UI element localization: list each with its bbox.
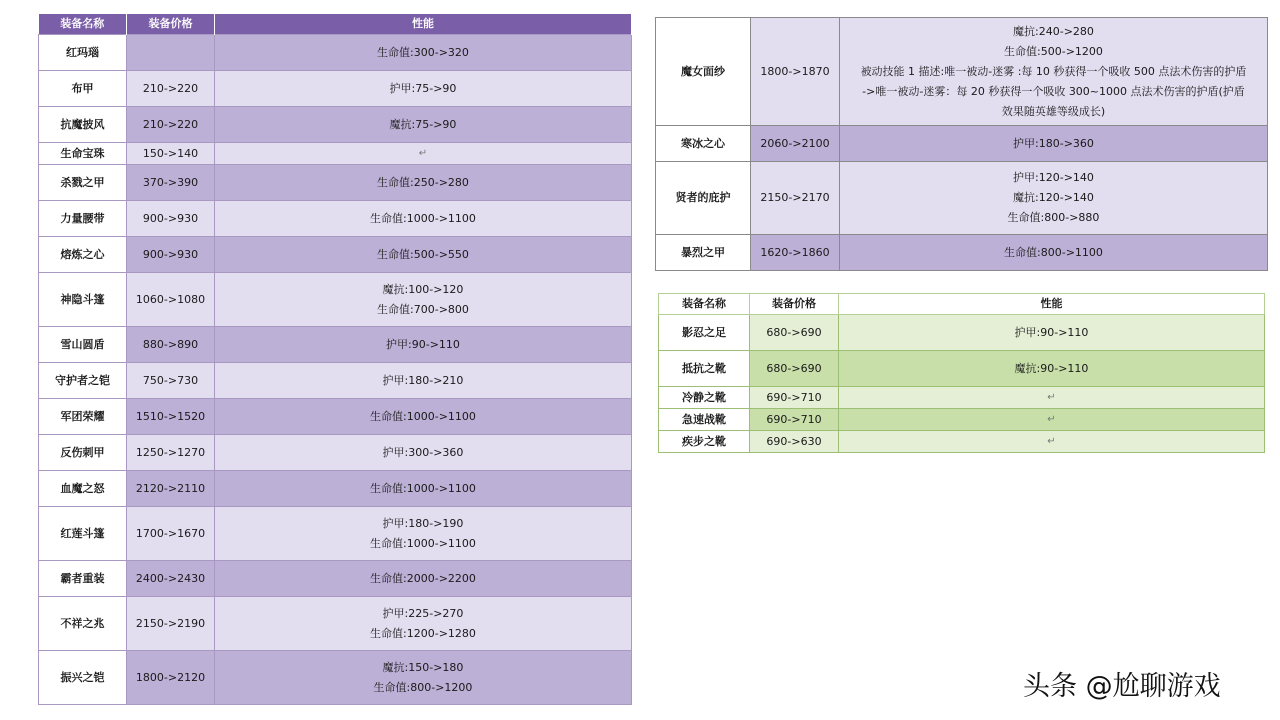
equipment-price: 1700->1670 xyxy=(127,507,215,561)
table-row xyxy=(39,507,632,561)
table-row xyxy=(39,651,632,705)
equipment-performance xyxy=(215,107,632,143)
equipment-name: 不祥之兆 xyxy=(39,597,127,651)
table-row xyxy=(656,18,1268,126)
equipment-name: 寒冰之心 xyxy=(656,126,751,162)
table-header-row xyxy=(659,294,1265,315)
table-row xyxy=(656,162,1268,235)
equipment-price: 1620->1860 xyxy=(751,235,840,271)
header-price: 装备价格 xyxy=(127,14,215,35)
equipment-price: 900->930 xyxy=(127,237,215,273)
performance-line: 生命值:800->1200 xyxy=(373,680,473,694)
equipment-performance xyxy=(215,237,632,273)
equipment-name: 抗魔披风 xyxy=(39,107,127,143)
table-row xyxy=(39,327,632,363)
performance-line: 生命值:1000->1100 xyxy=(370,481,476,495)
table-row xyxy=(39,435,632,471)
equipment-price: 680->690 xyxy=(750,315,839,351)
table-row xyxy=(659,351,1265,387)
equipment-price: 370->390 xyxy=(127,165,215,201)
right-equipment-table xyxy=(655,17,1268,271)
equipment-performance xyxy=(215,561,632,597)
equipment-price: 880->890 xyxy=(127,327,215,363)
performance-line: 生命值:800->880 xyxy=(1007,211,1100,224)
performance-line: 生命值:1200->1280 xyxy=(370,626,476,640)
performance-line: 生命值:1000->1100 xyxy=(370,409,476,423)
equipment-name: 红玛瑙 xyxy=(39,35,127,71)
equipment-performance xyxy=(215,507,632,561)
table-row xyxy=(39,107,632,143)
equipment-price: 1510->1520 xyxy=(127,399,215,435)
equipment-performance xyxy=(215,273,632,327)
performance-line: 魔抗:75->90 xyxy=(389,117,457,131)
equipment-name: 急速战靴 xyxy=(659,409,750,431)
equipment-price: 2120->2110 xyxy=(127,471,215,507)
equipment-price: 750->730 xyxy=(127,363,215,399)
table-row xyxy=(39,143,632,165)
equipment-performance xyxy=(215,471,632,507)
equipment-name: 生命宝珠 xyxy=(39,143,127,165)
equipment-price: 1060->1080 xyxy=(127,273,215,327)
performance-line: 魔抗:100->120 xyxy=(382,282,464,296)
performance-line: 魔抗:240->280 xyxy=(1013,24,1094,38)
performance-line: ->唯一被动-迷雾：每 20 秒获得一个吸收 300~1000 点法术伤害的护盾(护盾 xyxy=(862,84,1245,98)
equipment-performance xyxy=(839,351,1265,387)
equipment-performance xyxy=(840,126,1268,162)
equipment-performance xyxy=(215,35,632,71)
performance-line: 魔抗:120->140 xyxy=(1013,191,1094,204)
table-row xyxy=(39,363,632,399)
performance-line: 护甲:90->110 xyxy=(386,337,460,351)
table-row xyxy=(39,399,632,435)
watermark: 头条 @尬聊游戏 xyxy=(1023,671,1221,702)
equipment-name: 影忍之足 xyxy=(659,315,750,351)
equipment-price: 2150->2190 xyxy=(127,597,215,651)
equipment-name: 振兴之铠 xyxy=(39,651,127,705)
equipment-price: 690->710 xyxy=(750,387,839,409)
table-row xyxy=(39,237,632,273)
equipment-name: 魔女面纱 xyxy=(656,18,751,126)
equipment-name: 力量腰带 xyxy=(39,201,127,237)
equipment-price: 2400->2430 xyxy=(127,561,215,597)
empty-cell-mark: ↵ xyxy=(1047,414,1056,425)
performance-line: 魔抗:150->180 xyxy=(382,660,464,674)
equipment-price: 150->140 xyxy=(127,143,215,165)
performance-line: 生命值:1000->1100 xyxy=(370,536,476,550)
performance-line: 护甲:75->90 xyxy=(389,81,457,95)
equipment-name: 霸者重装 xyxy=(39,561,127,597)
table-row xyxy=(39,201,632,237)
equipment-name: 守护者之铠 xyxy=(39,363,127,399)
equipment-name: 红莲斗篷 xyxy=(39,507,127,561)
equipment-name: 反伤刺甲 xyxy=(39,435,127,471)
header-performance: 性能 xyxy=(215,14,632,35)
equipment-price xyxy=(127,35,215,71)
equipment-performance xyxy=(840,162,1268,235)
performance-line: 护甲:120->140 xyxy=(1013,171,1094,184)
equipment-performance xyxy=(839,387,1265,409)
header-name: 装备名称 xyxy=(39,14,127,35)
equipment-performance xyxy=(215,435,632,471)
performance-line: 护甲:180->190 xyxy=(382,516,464,530)
equipment-performance xyxy=(839,431,1265,453)
table-row xyxy=(659,387,1265,409)
header-name: 装备名称 xyxy=(659,294,750,315)
table-row xyxy=(659,315,1265,351)
header-performance: 性能 xyxy=(839,294,1265,315)
table-row xyxy=(39,165,632,201)
performance-line: 生命值:2000->2200 xyxy=(370,571,476,585)
performance-line: 生命值:500->1200 xyxy=(1004,44,1103,58)
table-row xyxy=(39,71,632,107)
equipment-price: 210->220 xyxy=(127,71,215,107)
performance-line: 生命值:700->800 xyxy=(377,302,469,316)
equipment-name: 神隐斗篷 xyxy=(39,273,127,327)
equipment-performance xyxy=(840,18,1268,126)
equipment-performance xyxy=(215,399,632,435)
table-row xyxy=(39,471,632,507)
empty-cell-mark: ↵ xyxy=(418,148,428,159)
table-row xyxy=(659,431,1265,453)
equipment-name: 冷静之靴 xyxy=(659,387,750,409)
equipment-performance xyxy=(839,409,1265,431)
equipment-performance xyxy=(215,165,632,201)
performance-line: 被动技能 1 描述:唯一被动-迷雾 :每 10 秒获得一个吸收 500 点法术伤害的护盾 xyxy=(860,64,1247,78)
equipment-price: 1800->2120 xyxy=(127,651,215,705)
equipment-performance xyxy=(215,201,632,237)
equipment-name: 疾步之靴 xyxy=(659,431,750,453)
equipment-performance xyxy=(215,597,632,651)
performance-line: 护甲:300->360 xyxy=(382,445,464,459)
equipment-price: 2150->2170 xyxy=(751,162,840,235)
equipment-price: 2060->2100 xyxy=(751,126,840,162)
performance-line: 生命值:250->280 xyxy=(377,175,469,189)
equipment-performance xyxy=(215,327,632,363)
equipment-price: 1250->1270 xyxy=(127,435,215,471)
equipment-performance xyxy=(215,143,632,165)
boots-table xyxy=(658,293,1265,453)
table-row xyxy=(656,235,1268,271)
header-price: 装备价格 xyxy=(750,294,839,315)
equipment-performance xyxy=(840,235,1268,271)
table-row xyxy=(39,597,632,651)
equipment-performance xyxy=(215,363,632,399)
empty-cell-mark: ↵ xyxy=(1047,436,1056,447)
equipment-name: 军团荣耀 xyxy=(39,399,127,435)
equipment-price: 1800->1870 xyxy=(751,18,840,126)
equipment-price: 900->930 xyxy=(127,201,215,237)
equipment-price: 690->710 xyxy=(750,409,839,431)
equipment-performance xyxy=(215,71,632,107)
performance-line: 护甲:180->360 xyxy=(1013,136,1094,150)
performance-line: 护甲:180->210 xyxy=(382,373,464,387)
table-row xyxy=(39,561,632,597)
table-header-row xyxy=(39,14,632,35)
equipment-price: 690->630 xyxy=(750,431,839,453)
performance-line: 效果随英雄等级成长) xyxy=(1001,104,1106,118)
equipment-name: 布甲 xyxy=(39,71,127,107)
equipment-name: 抵抗之靴 xyxy=(659,351,750,387)
equipment-name: 暴烈之甲 xyxy=(656,235,751,271)
equipment-name: 熔炼之心 xyxy=(39,237,127,273)
equipment-name: 杀戮之甲 xyxy=(39,165,127,201)
equipment-name: 雪山圆盾 xyxy=(39,327,127,363)
performance-line: 护甲:90->110 xyxy=(1014,325,1089,339)
performance-line: 生命值:500->550 xyxy=(377,247,469,261)
performance-line: 生命值:800->1100 xyxy=(1004,245,1103,259)
performance-line: 护甲:225->270 xyxy=(382,606,464,620)
table-row xyxy=(39,35,632,71)
performance-line: 魔抗:90->110 xyxy=(1014,361,1089,375)
equipment-performance xyxy=(215,651,632,705)
empty-cell-mark: ↵ xyxy=(1047,392,1056,403)
performance-line: 生命值:300->320 xyxy=(377,45,469,59)
equipment-price: 210->220 xyxy=(127,107,215,143)
table-row xyxy=(659,409,1265,431)
equipment-performance xyxy=(839,315,1265,351)
table-row xyxy=(39,273,632,327)
equipment-name: 贤者的庇护 xyxy=(656,162,751,235)
equipment-name: 血魔之怒 xyxy=(39,471,127,507)
equipment-price: 680->690 xyxy=(750,351,839,387)
table-row xyxy=(656,126,1268,162)
performance-line: 生命值:1000->1100 xyxy=(370,211,476,225)
left-equipment-table xyxy=(38,14,632,705)
